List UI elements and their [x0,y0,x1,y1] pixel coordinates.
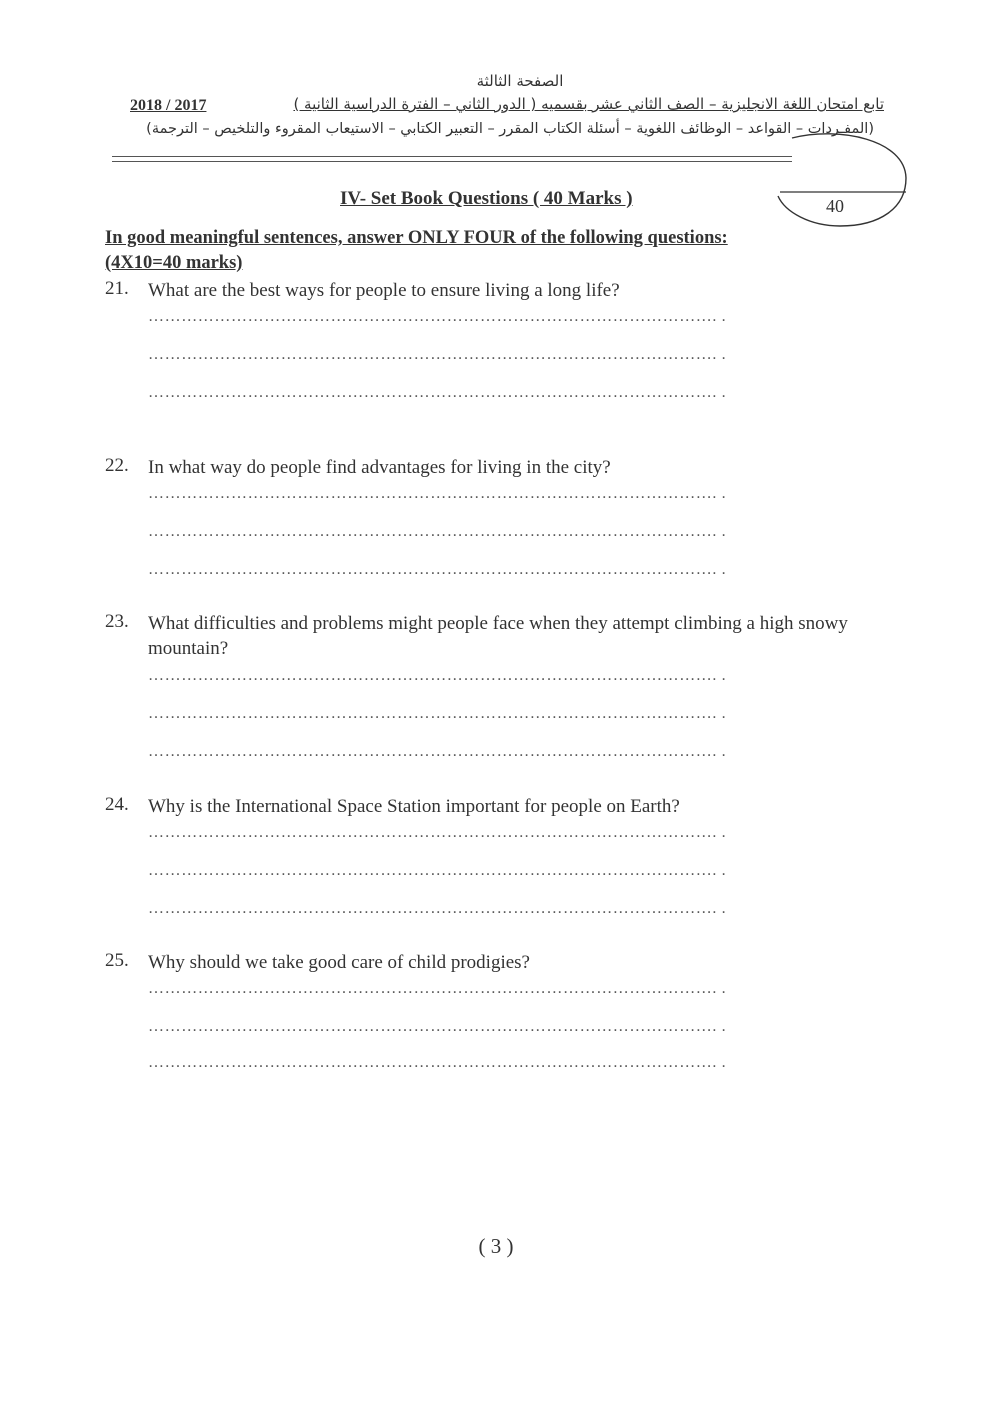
score-value: 40 [826,196,844,216]
question-text: In what way do people find advantages for living in the city? [148,457,611,478]
header-divider-top [112,156,792,157]
question-number: 21. [105,278,129,299]
header-divider-bottom [112,161,792,162]
answer-line[interactable]: …………………………………………………………………………………………. . [148,561,727,578]
question-number: 23. [105,611,129,632]
answer-line[interactable]: …………………………………………………………………………………………. . [148,1054,727,1071]
answer-line[interactable]: …………………………………………………………………………………………. . [148,862,727,879]
exam-skills-arabic: (المفـردات – القواعد – الوظائف اللغوية – أسئلة الكتاب المقرر – التعبير الكتابي – الاستيعاب المقروء والتلخيص – الترجمة) [146,121,874,137]
marks-allocation: (4X10=40 marks) [105,253,243,273]
answer-line[interactable]: …………………………………………………………………………………………. . [148,1018,727,1035]
answer-line[interactable]: …………………………………………………………………………………………. . [148,308,727,325]
answer-line[interactable]: …………………………………………………………………………………………. . [148,743,727,760]
page-number: ( 3 ) [478,1234,514,1258]
question-text: Why should we take good care of child prodigies? [148,952,530,973]
answer-line[interactable]: …………………………………………………………………………………………. . [148,705,727,722]
question-text: What are the best ways for people to ensure living a long life? [148,280,620,301]
answer-line[interactable]: …………………………………………………………………………………………. . [148,667,727,684]
answer-line[interactable]: …………………………………………………………………………………………. . [148,523,727,540]
answer-line[interactable]: …………………………………………………………………………………………. . [148,824,727,841]
question-number: 22. [105,455,129,476]
page-label-arabic: الصفحة الثالثة [476,72,564,90]
question-number: 25. [105,950,129,971]
exam-title-arabic: تابع امتحان اللغة الانجليزية – الصف الثاني عشر بقسميه ( الدور الثاني – الفترة الدراسية الثانية ) [293,95,884,113]
academic-year: 2018 / 2017 [130,97,207,114]
instruction-text: In good meaningful sentences, answer ONLY FOUR of the following questions: [105,228,728,248]
answer-line[interactable]: …………………………………………………………………………………………. . [148,980,727,997]
answer-line[interactable]: …………………………………………………………………………………………. . [148,346,727,363]
answer-line[interactable]: …………………………………………………………………………………………. . [148,900,727,917]
question-text: What difficulties and problems might people face when they attempt climbing a high snowy mountain? [148,613,848,659]
answer-line[interactable]: …………………………………………………………………………………………. . [148,485,727,502]
question-number: 24. [105,794,129,815]
answer-line[interactable]: …………………………………………………………………………………………. . [148,384,727,401]
section-title: IV- Set Book Questions ( 40 Marks ) [340,188,633,209]
question-text: Why is the International Space Station important for people on Earth? [148,796,680,817]
